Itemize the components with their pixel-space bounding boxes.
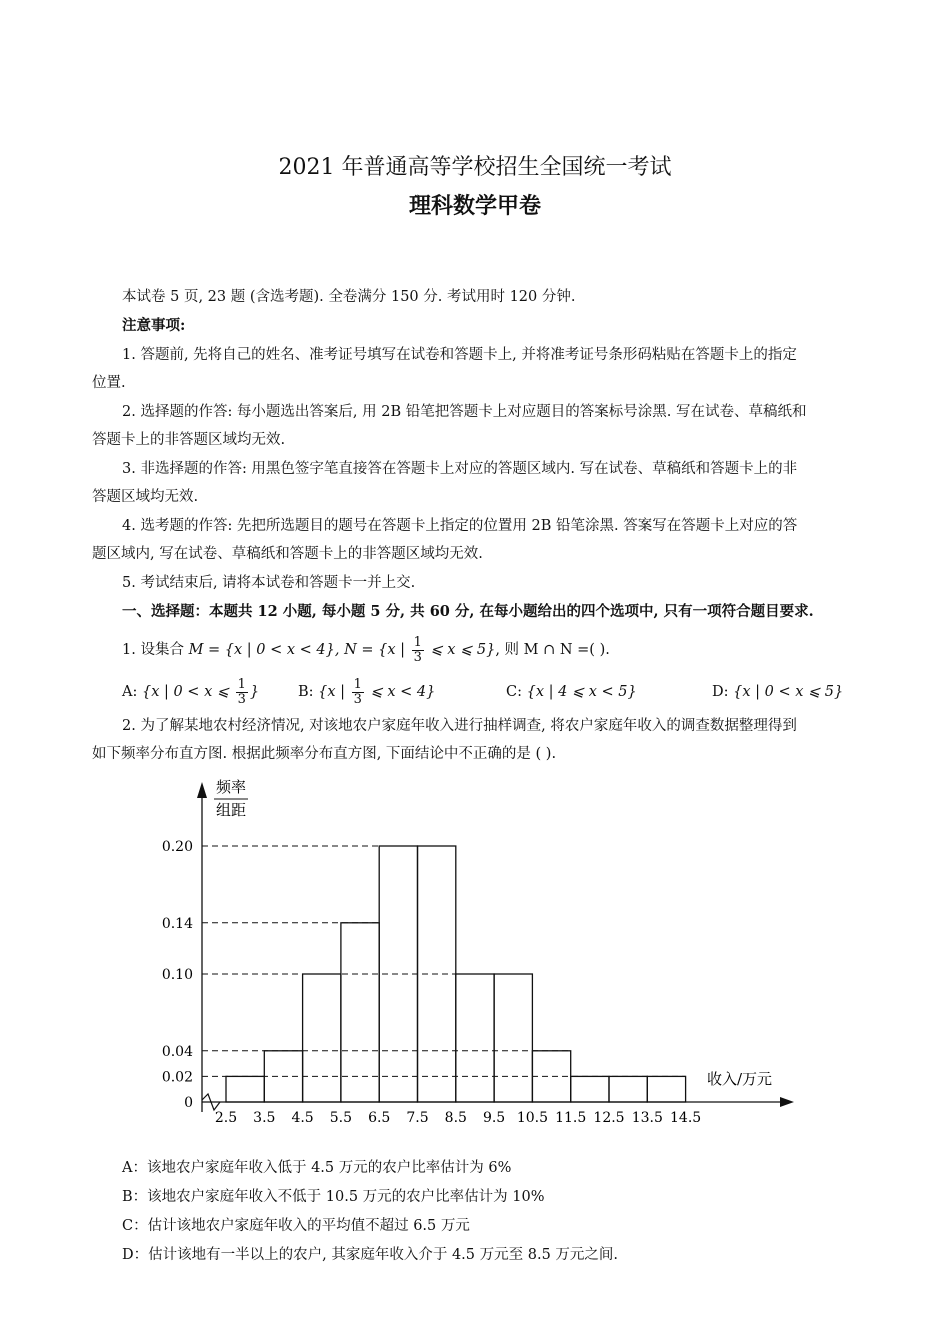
x-tick-label: 7.5	[406, 1110, 429, 1126]
section-heading: 一、选择题：本题共 12 小题, 每小题 5 分, 共 60 分, 在每小题给出的四个选项中, 只有一项符合题目要求.	[122, 603, 814, 620]
histogram-bar	[341, 923, 379, 1102]
fraction-numerator: 1	[413, 634, 422, 650]
option-text: }	[249, 684, 260, 700]
x-tick-label: 4.5	[291, 1110, 314, 1126]
q2-option-b[interactable]: B：该地农户家庭年收入不低于 10.5 万元的农户比率估计为 10%	[122, 1189, 545, 1205]
histogram-bar	[571, 1076, 609, 1102]
x-axis-arrow	[780, 1097, 794, 1107]
q2-line2: 如下频率分布直方图. 根据此频率分布直方图, 下面结论中不正确的是 ( ).	[92, 746, 557, 762]
q2-option-c[interactable]: C：估计该地农户家庭年收入的平均值不超过 6.5 万元	[122, 1218, 470, 1234]
x-axis-label: 收入/万元	[707, 1070, 773, 1088]
fraction-numerator: 1	[237, 676, 246, 692]
notice-2-line1: 2. 选择题的作答: 每小题选出答案后, 用 2B 铅笔把答题卡上对应题目的答案标号涂黑. 写在试卷、草稿纸和	[122, 404, 807, 420]
histogram-bar	[303, 974, 341, 1102]
q2-line1: 2. 为了解某地农村经济情况, 对该地农户家庭年收入进行抽样调查, 将农户家庭年收入的调查数据整理得到	[122, 718, 797, 734]
notice-3-line1: 3. 非选择题的作答: 用黑色签字笔直接答在答题卡上对应的答题区域内. 写在试卷、草稿纸和答题卡上的非	[122, 461, 798, 477]
origin-label: 0	[184, 1095, 193, 1111]
fraction-numerator: 1	[353, 676, 362, 692]
histogram-bar	[226, 1076, 264, 1102]
q1-suffix: , 则 M ∩ N =( ).	[495, 642, 610, 658]
notice-5-line1: 5. 考试结束后, 请将本试卷和答题卡一并上交.	[122, 575, 416, 591]
fraction-denominator: 3	[237, 691, 246, 707]
exam-subtitle: 理科数学甲卷	[408, 193, 541, 219]
x-tick-label: 12.5	[593, 1110, 625, 1126]
option-text: {x |	[318, 684, 350, 700]
option-text: {x | 4 ⩽ x < 5}	[526, 684, 637, 700]
y-axis-arrow	[197, 782, 207, 798]
notice-2-line2: 答题卡上的非答题区域均无效.	[92, 432, 286, 448]
x-tick-label: 9.5	[482, 1110, 506, 1126]
notice-1-line1: 1. 答题前, 先将自己的姓名、准考证号填写在试卷和答题卡上, 并将准考证号条形码粘贴在答题卡上的指定	[122, 347, 797, 363]
x-tick-label: 14.5	[670, 1110, 702, 1126]
q1-set-m: M = {x | 0 < x < 4}	[188, 642, 335, 658]
y-axis-label-numerator: 频率	[215, 778, 247, 796]
notice-4-line2: 题区域内, 写在试卷、草稿纸和答题卡上的非答题区域均无效.	[92, 546, 483, 562]
histogram-bar	[456, 974, 494, 1102]
option-text: {x | 0 < x ⩽ 5}	[733, 684, 844, 700]
y-tick-label: 0.04	[161, 1043, 193, 1060]
notice-3-line2: 答题区域均无效.	[92, 489, 199, 505]
histogram-bar	[609, 1076, 647, 1102]
fraction-denominator: 3	[353, 691, 362, 707]
notice-4-line1: 4. 选考题的作答: 先把所选题目的题号在答题卡上指定的位置用 2B 铅笔涂黑. 答案写在答题卡上对应的答	[122, 518, 798, 534]
option-text: {x | 0 < x ⩽	[141, 684, 234, 700]
y-tick-label: 0.20	[161, 839, 193, 855]
q1-set-n-post: ⩽ x ⩽ 5}	[425, 642, 496, 658]
notice-heading: 注意事项:	[122, 317, 186, 334]
x-tick-label: 8.5	[444, 1110, 467, 1126]
option-label: C:	[506, 684, 522, 700]
option-label: B:	[298, 684, 314, 700]
histogram-bar	[494, 974, 532, 1102]
option-label: A:	[122, 684, 138, 700]
x-tick-label: 6.5	[368, 1110, 391, 1126]
x-tick-label: 11.5	[555, 1110, 587, 1126]
x-tick-label: 5.5	[329, 1110, 353, 1126]
q2-option-d[interactable]: D：估计该地有一半以上的农户, 其家庭年收入介于 4.5 万元至 8.5 万元之间.	[122, 1247, 619, 1263]
x-tick-label: 13.5	[631, 1110, 663, 1126]
q1-set-n-pre: , N = {x |	[334, 642, 410, 658]
x-tick-label: 3.5	[253, 1110, 276, 1126]
y-axis-label-denominator: 组距	[215, 801, 247, 819]
notice-1-line2: 位置.	[92, 375, 126, 391]
y-tick-label: 0.02	[161, 1069, 193, 1086]
option-label: D:	[712, 684, 729, 700]
q2-option-a[interactable]: A：该地农户家庭年收入低于 4.5 万元的农户比率估计为 6%	[122, 1160, 512, 1176]
x-tick-label: 2.5	[214, 1110, 238, 1126]
intro-text: 本试卷 5 页, 23 题 (含选考题). 全卷满分 150 分. 考试用时 120 分钟.	[122, 289, 576, 305]
x-tick-label: 10.5	[516, 1110, 548, 1126]
option-text: ⩽ x < 4}	[365, 684, 436, 700]
histogram-bar	[647, 1076, 685, 1102]
q1-prefix: 1. 设集合	[122, 642, 189, 658]
y-tick-label: 0.14	[161, 915, 193, 932]
exam-title: 2021 年普通高等学校招生全国统一考试	[278, 155, 672, 180]
fraction-denominator: 3	[413, 649, 422, 665]
y-tick-label: 0.10	[161, 967, 193, 983]
